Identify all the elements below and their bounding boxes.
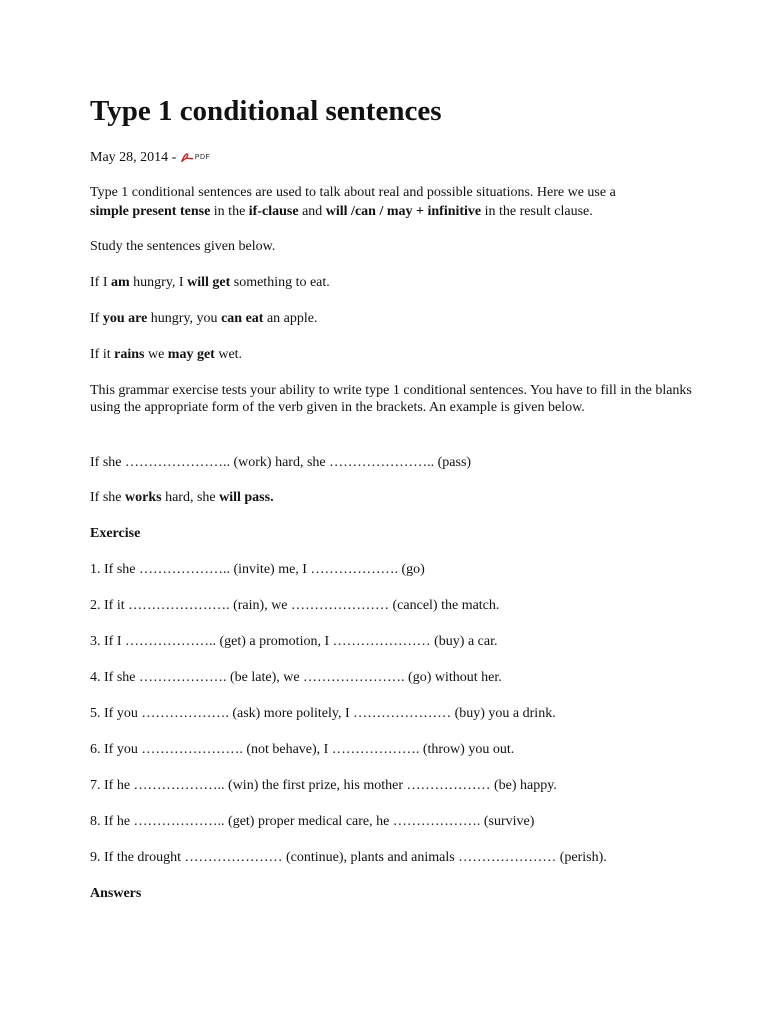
text-span: hard, she xyxy=(161,490,220,505)
answers-heading xyxy=(90,885,141,902)
exercise-item: 8. If he ……………….. (get) proper medical care, he ………………. (survive) xyxy=(90,814,535,829)
bold-term: you are xyxy=(102,311,148,326)
text-span: hungry, you xyxy=(147,311,222,326)
exercise-item: 7. If he ……………….. (win) the first prize, his mother ……………… (be) happy. xyxy=(90,778,557,793)
explanation-paragraph: This grammar exercise tests your ability to write type 1 conditional sentences. You have to fill in the blanks using the appropriate form of the verb given in the brackets. An example is given below. xyxy=(90,383,692,415)
sample-question: If she ………………….. (work) hard, she ………………….. (pass) xyxy=(90,455,472,470)
intro-line-1: Type 1 conditional sentences are used to talk about real and possible situations. Here we use a xyxy=(90,185,616,200)
bold-term: may get xyxy=(167,347,215,362)
text-span: in the xyxy=(210,204,249,219)
intro-line-2 xyxy=(90,203,593,220)
example-sentence xyxy=(90,346,242,363)
text-span: If xyxy=(90,311,103,326)
exercise-item: 9. If the drought ………………… (continue), plants and animals ………………… (perish). xyxy=(90,850,607,865)
exercise-item: 2. If it …………………. (rain), we ………………… (cancel) the match. xyxy=(90,598,500,613)
post-date: May 28, 2014 - xyxy=(90,150,177,165)
exercise-item: 5. If you ………………. (ask) more politely, I ………………… (buy) you a drink. xyxy=(90,706,556,721)
page-title: Type 1 conditional sentences xyxy=(90,95,442,127)
text-span: something to eat. xyxy=(230,275,330,290)
bold-term: am xyxy=(111,275,130,290)
text-span: in the result clause. xyxy=(481,204,593,219)
text-span: we xyxy=(144,347,168,362)
example-sentence xyxy=(90,310,317,327)
heading-text: Answers xyxy=(90,886,142,901)
sample-answer xyxy=(90,489,274,506)
text-span: If it xyxy=(90,347,115,362)
pdf-icon xyxy=(180,153,194,163)
bold-term: rains xyxy=(114,347,145,362)
bold-term: will get xyxy=(187,275,231,290)
study-line: Study the sentences given below. xyxy=(90,239,276,254)
bold-term: will /can / may + infinitive xyxy=(325,204,482,219)
bold-term: if-clause xyxy=(248,204,299,219)
exercise-item: 1. If she ……………….. (invite) me, I ………………. (go) xyxy=(90,562,425,577)
text-span: If I xyxy=(90,275,111,290)
bold-term: simple present tense xyxy=(90,204,211,219)
text-span: and xyxy=(298,204,326,219)
bold-term: can eat xyxy=(221,311,264,326)
pdf-label: PDF xyxy=(194,154,211,162)
exercise-item: 4. If she ………………. (be late), we …………………. (go) without her. xyxy=(90,670,502,685)
heading-text: Exercise xyxy=(90,526,141,541)
exercise-heading xyxy=(90,525,140,542)
post-meta xyxy=(90,149,210,166)
bold-term: will pass. xyxy=(219,490,274,505)
exercise-item: 3. If I ……………….. (get) a promotion, I ………………… (buy) a car. xyxy=(90,634,498,649)
example-sentence xyxy=(90,274,330,291)
text-span: wet. xyxy=(214,347,243,362)
pdf-download-link[interactable] xyxy=(180,149,211,166)
exercise-item: 6. If you …………………. (not behave), I ………………. (throw) you out. xyxy=(90,742,515,757)
text-span: hungry, I xyxy=(129,275,188,290)
bold-term: works xyxy=(125,490,162,505)
text-span: an apple. xyxy=(263,311,318,326)
text-span: If she xyxy=(90,490,125,505)
